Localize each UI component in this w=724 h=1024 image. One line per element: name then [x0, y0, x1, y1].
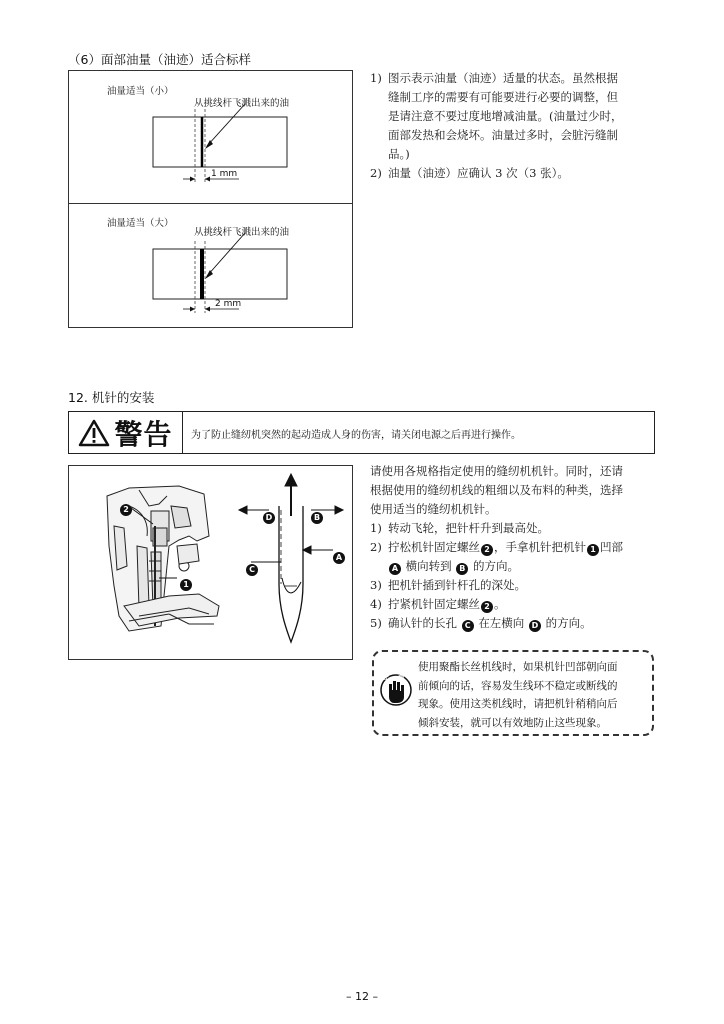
section-6-title: （6）面部油量（油迹）适合标样: [68, 52, 251, 67]
needle-instructions: [370, 462, 623, 633]
intro-line-2: 根据使用的缝纫机线的粗细以及布料的种类，选择: [370, 483, 623, 497]
oil-note-2: 2) 油量（油迹）应确认 3 次（3 张）。: [370, 166, 569, 180]
oil-small-callout: 从挑线杆飞溅出来的油: [194, 98, 290, 109]
oil-large-callout: 从挑线杆飞溅出来的油: [194, 227, 290, 238]
callout-screw-2: 2: [119, 496, 133, 516]
oil-small-label: 油量适当（小）: [107, 86, 174, 97]
oil-sample-figure: [68, 70, 353, 328]
step-2-cont: A 横向转到 B 的方向。: [370, 557, 623, 576]
oil-note-1: 1) 图示表示油量（油迹）适量的状态。虽然根据 缝制工序的需要有可能要进行必要的调整，但 是请注意不要过度地增减油量。(油量过少时， 面部发热和会烧坏。油量过多时，会脏污缝制 品。): [370, 71, 623, 161]
oil-large-label: 油量适当（大）: [107, 218, 174, 229]
warning-triangle-icon: [78, 419, 110, 447]
oil-sample-drawing: [69, 71, 352, 327]
warning-text: 为了防止缝纫机突然的起动造成人身的伤害，请关闭电源之后再进行操作。: [191, 430, 521, 441]
needle-figure: [68, 465, 353, 660]
callout-d: D: [262, 504, 276, 524]
page-number: – 12 –: [346, 990, 378, 1003]
intro-line-1: 请使用各规格指定使用的缝纫机机针。同时，还请: [370, 464, 623, 478]
oil-large-dim: 2 mm: [215, 299, 242, 309]
warning-word: 警告: [114, 417, 173, 451]
step-2: 2) 拧松机针固定螺丝 2 ，手拿机针把机针 1 凹部: [370, 540, 623, 554]
callout-needle-1: 1: [179, 571, 193, 591]
section-12-title: 12. 机针的安装: [68, 390, 155, 405]
callout-c: C: [245, 556, 259, 576]
caution-text: 使用聚酯长丝机线时，如果机针凹部朝向面 前倾向的话，容易发生线环不稳定或断线的 现象。使用这类机线时，请把机针稍稍向后 倾斜安装，就可以有效地防止这些现象。: [418, 661, 618, 729]
caution-note: [372, 650, 654, 736]
oil-small-dim: 1 mm: [211, 169, 238, 179]
oil-notes: [370, 69, 622, 183]
step-3: 3) 把机针插到针杆孔的深处。: [370, 578, 526, 592]
step-1: 1) 转动飞轮，把针杆升到最高处。: [370, 521, 549, 535]
step-4: 4) 拧紧机针固定螺丝 2 。: [370, 597, 506, 611]
callout-a: A: [332, 544, 346, 564]
warning-banner: [68, 411, 655, 454]
intro-line-3: 使用适当的缝纫机机针。: [370, 502, 497, 516]
caution-icon-top: 注: [382, 673, 389, 681]
step-5: 5) 确认针的长孔 C 在左横向 D 的方向。: [370, 616, 592, 630]
warning-sign: [69, 412, 183, 453]
needle-drawing: [69, 466, 352, 659]
caution-icon-bottom: 意: [398, 673, 405, 681]
callout-b: B: [310, 504, 324, 524]
